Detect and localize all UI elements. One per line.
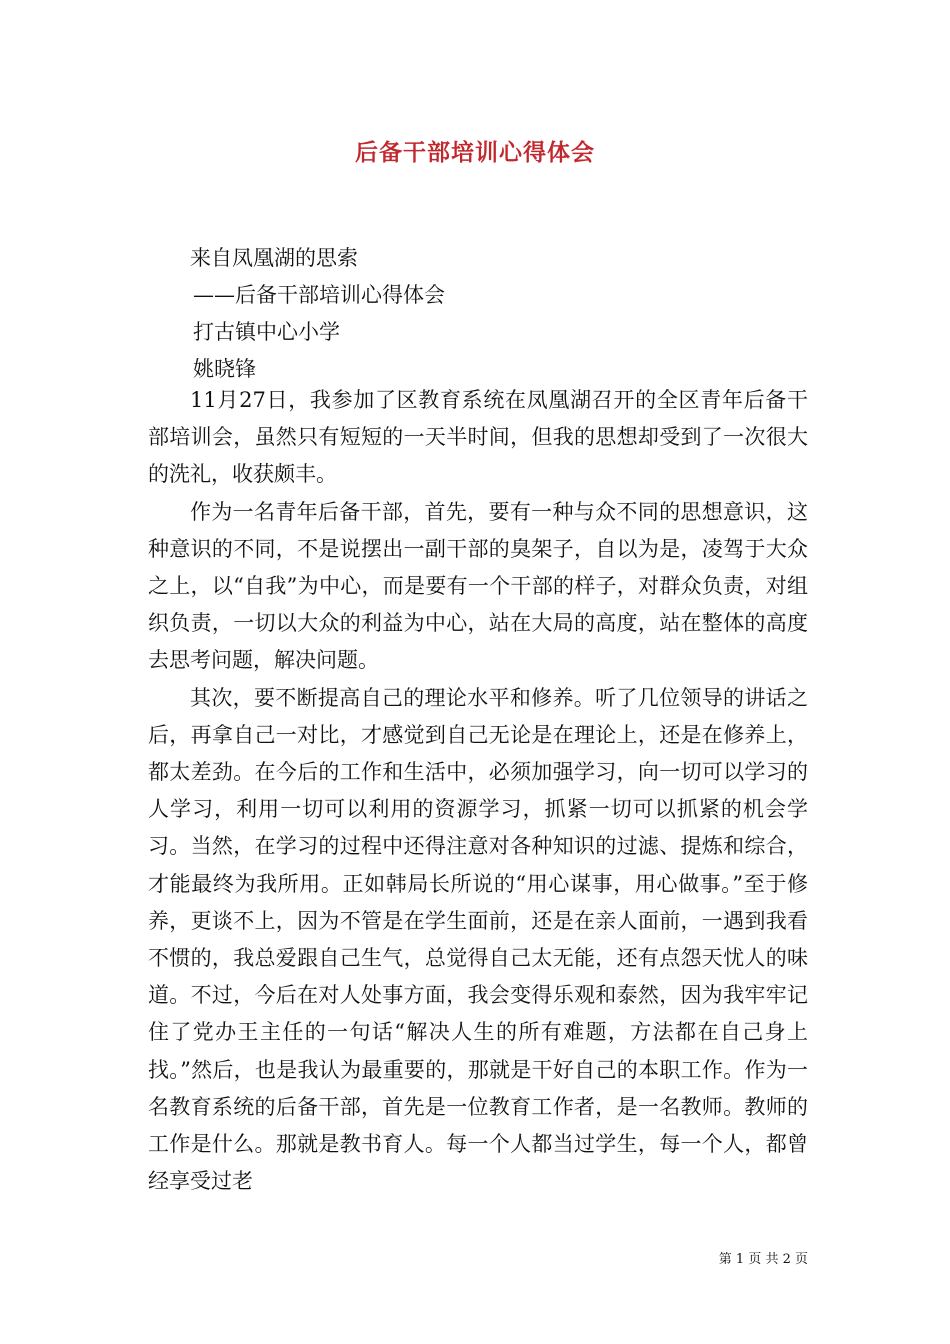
paragraph: 其次，要不断提高自己的理论水平和修养。听了几位领导的讲话之后，再拿自己一对比，才感觉到自己无论是在理论上，还是在修养上，都太差劲。在今后的工作和生活中，必须加强学习，向一切可以学习的人学习，利用一切可以利用的资源学习，抓紧一切可以抓紧的机会学习。当然，在学习的过程中还得注意对各种知识的过滤、提炼和综合，才能最终为我所用。正如韩局长所说的“用心谋事，用心做事。”至于修养，更谈不上，因为不管是在学生面前，还是在亲人面前，一遇到我看不惯的，我总爱跟自己生气，总觉得自己太无能，还有点怨天忧人的味道。不过，今后在对人处事方面，我会变得乐观和泰然，因为我牢牢记住了党办王主任的一句话“解决人生的所有难题，方法都在自己身上找。”然后，也是我认为最重要的，那就是干好自己的本职工作。作为一名教育系统的后备干部，首先是一位教育工作者，是一名教师。教师的工作是什么。那就是教书育人。每一个人都当过学生，每一个人，都曾经享受过老 xyxy=(148,685,808,1194)
document-body xyxy=(148,382,808,1200)
author-school: 打古镇中心小学 xyxy=(193,320,340,344)
page-number: 第 1 页 共 2 页 xyxy=(718,1252,808,1267)
paragraph: 作为一名青年后备干部，首先，要有一种与众不同的思想意识，这种意识的不同，不是说摆出一副干部的臭架子，自以为是，凌驾于大众之上，以“自我”为中心，而是要有一个干部的样子，对群众负责，对组织负责，一切以大众的利益为中心，站在大局的高度，站在整体的高度去思考问题，解决问题。 xyxy=(148,499,808,673)
document-title: 后备干部培训心得体会 xyxy=(355,140,595,166)
essay-title: 来自凤凰湖的思索 xyxy=(190,246,358,270)
paragraph: 11月27日，我参加了区教育系统在凤凰湖召开的全区青年后备干部培训会，虽然只有短短的一天半时间，但我的思想却受到了一次很大的洗礼，收获颇丰。 xyxy=(148,388,808,487)
author-name: 姚晓锋 xyxy=(193,357,256,381)
essay-subtitle: ——后备干部培训心得体会 xyxy=(193,283,445,307)
